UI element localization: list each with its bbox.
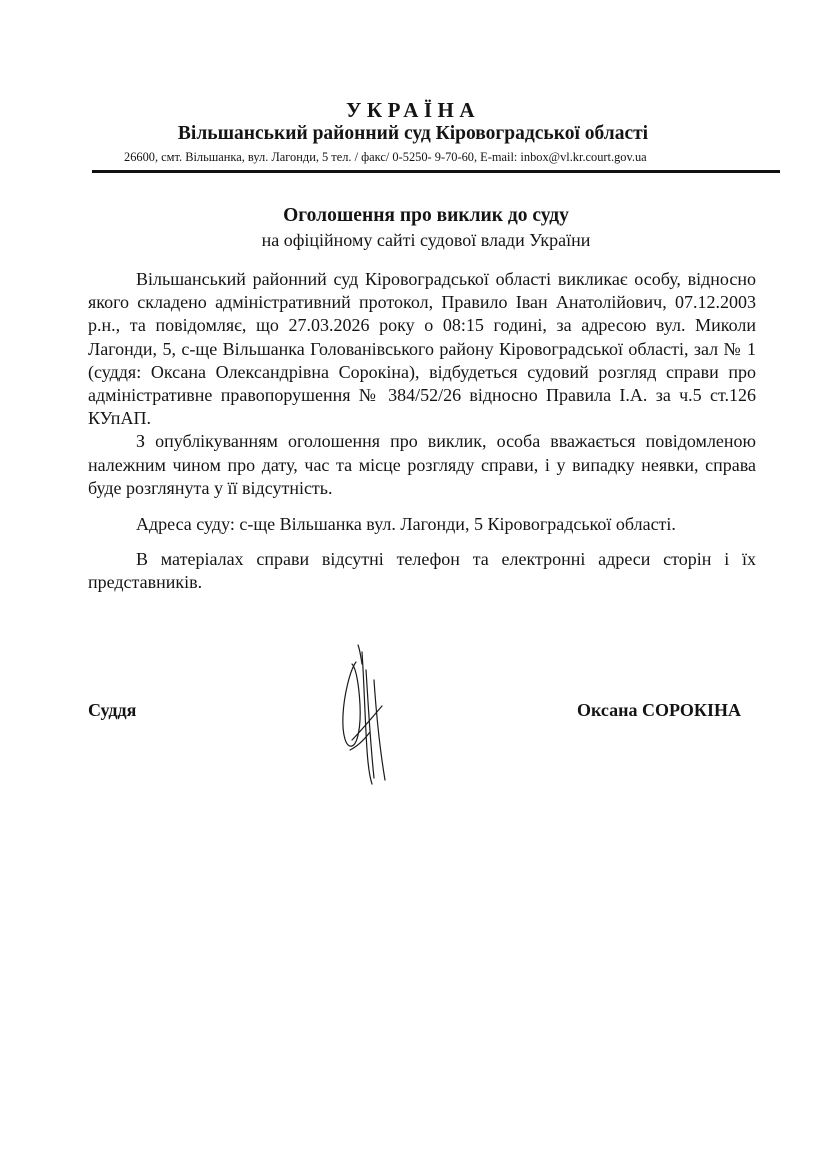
header-divider: [92, 170, 780, 173]
announcement-body: [88, 268, 756, 595]
court-contacts: 26600, смт. Вільшанка, вул. Лагонди, 5 тел. / факс/ 0-5250- 9-70-60, E-mail: inbox@vl.kr.court.gov.ua: [124, 150, 647, 164]
judge-title: Суддя: [88, 700, 137, 720]
court-name-heading: Вільшанський районний суд Кіровоградської області: [177, 123, 649, 144]
court-address-paragraph: Адреса суду: с-ще Вільшанка вул. Лагонди, 5 Кіровоградської області.: [136, 513, 676, 534]
judge-name: Оксана СОРОКІНА: [577, 700, 741, 720]
contacts-absent-paragraph: В матеріалах справи відсутні телефон та електронні адреси сторін і їх представників.: [88, 549, 756, 593]
announcement-title: Оголошення про виклик до суду: [283, 205, 569, 226]
notification-paragraph: З опублікуванням оголошення про виклик, особа вважається повідомленою належним чином про дату, час та місце розгляду справи, і у випадку неявки, справа буде розглянута у її відсутність.: [88, 431, 756, 498]
handwritten-signature-icon: [330, 640, 400, 788]
summons-paragraph: Вільшанський районний суд Кіровоградської області викликає особу, відносно якого складено адміністративний протокол, Правило Іван Анатолійович, 07.12.2003 р.н., та повідомляє, що 27.03.2026 року о 08:15 годині, за адресою вул. Миколи Лагонди, 5, с-ще Вільшанка Голованівського району Кіровоградської області, зал № 1 (суддя: Оксана Олександрівна Сорокіна), відбудеться судовий розгляд справи про адміністративне правопорушення № 384/52/26 відносно Правила І.А. за ч.5 ст.126 КУпАП.: [88, 269, 756, 429]
announcement-subtitle: на офіційному сайті судової влади України: [261, 230, 591, 250]
country-heading: УКРАЇНА: [345, 98, 481, 122]
